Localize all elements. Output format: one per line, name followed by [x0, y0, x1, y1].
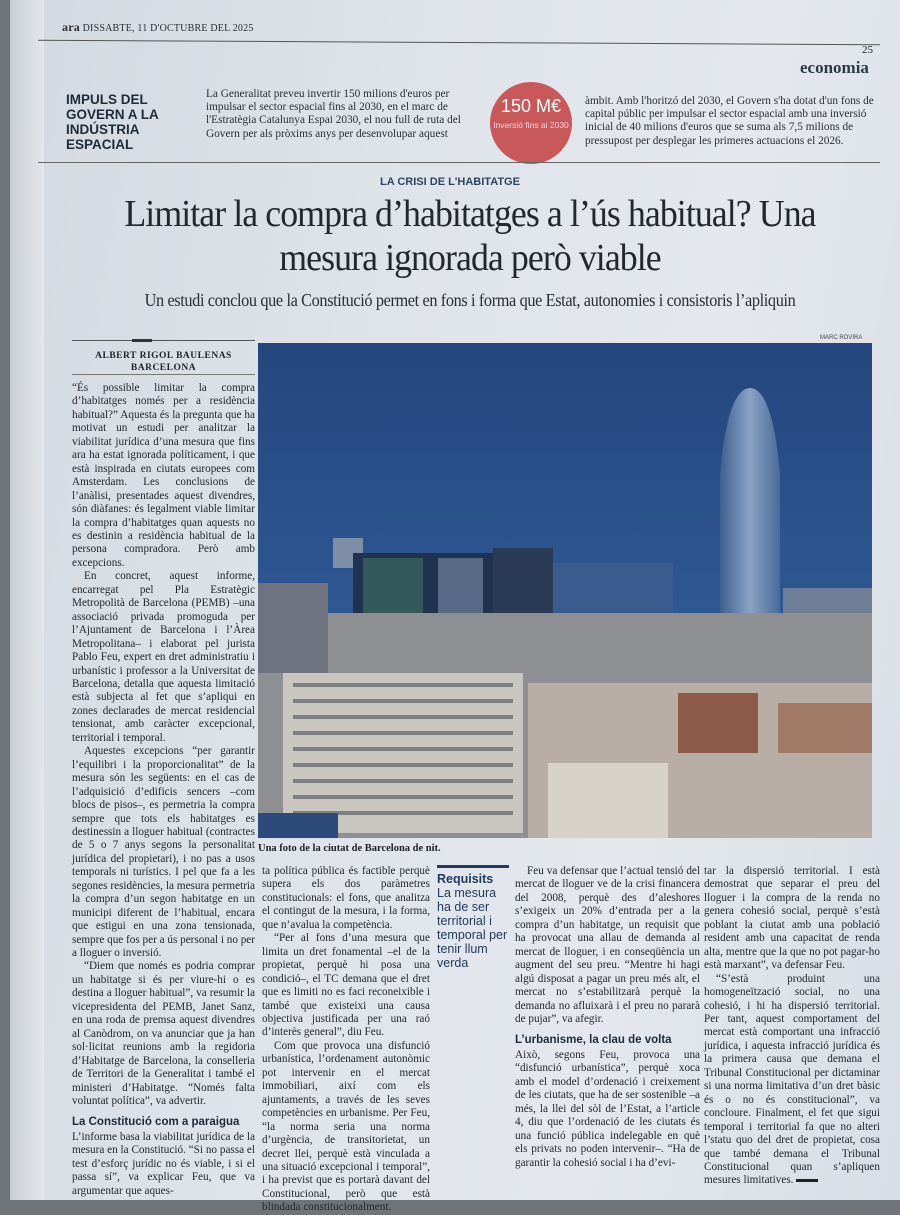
brief-figure: 150 M€ — [500, 96, 562, 116]
sidebar-title: Requisits — [437, 872, 494, 886]
author: ALBERT RIGOL BAULENAS — [95, 351, 232, 361]
sidebar-text: La mesura ha de ser territorial i temporal per tenir llum verda — [437, 886, 508, 970]
paragraph: “És possible limitar la compra d’habitatges només per a residència habitual?” Aquesta és la pregunta que ha motivat un estudi per analitzar la viabilitat jurídica d’una mesura que fins ara ha estat ignorada políticament, i que està inspirada en ciutats europees com Amsterdam. Les conclusions de l’anàlisi, presentades aquest divendres, són diàfanes: és legalment viable limitar la compra d’habitatges quan aquests no es destinin a residència habitual de la persona compradora. Però amb excepcions. — [72, 382, 255, 569]
paragraph — [704, 973, 880, 1188]
sidebar-rule — [437, 865, 509, 868]
photo-caption: Una foto de la ciutat de Barcelona de nit. — [258, 843, 441, 854]
article-column-2 — [262, 865, 430, 1214]
brief-title: IMPULS DEL GOVERN A LA INDÚSTRIA ESPACIAL — [66, 92, 159, 152]
paragraph: “Diem que només es podria comprar un habitatge si és per viure-hi o es destina a lloguer habitual”, va resumir la vicepresidenta del PEMB, Janet Sanz, en una roda de premsa aquest divendres al Canòdrom, on va anunciar que ja han sol·licitat reunions amb la regidoria d’Habitatge de Barcelona, la conselleria de Territori de la Generalitat i també el ministeri d’Habitatge. “Només falta voluntat política”, va advertir. — [72, 960, 255, 1108]
brief-figure-label: Inversió fins al 2030 — [493, 120, 569, 130]
subheading: L’urbanisme, la clau de volta — [515, 1034, 672, 1047]
article-column-4 — [704, 865, 880, 1187]
article-column-1 — [72, 382, 255, 1197]
article-column-3 — [515, 865, 700, 1169]
divider — [72, 340, 255, 341]
byline — [72, 350, 255, 374]
masthead — [62, 20, 254, 35]
end-mark — [796, 1179, 818, 1182]
headline: Limitar la compra d’habitatges a l’ús habitual? Una mesura ignorada però viable — [124, 193, 816, 279]
paragraph: tar la dispersió territorial. I està demostrat que separar el preu del lloguer i la compra de la renda no genera cohesió social, perquè s’està poblant la ciutat amb una població resident amb una capacitat de renda alta, mentre que la que no pot pagar-ho està marxant”, va defensar Feu. — [704, 865, 880, 972]
kicker: LA CRISI DE L'HABITATGE — [380, 176, 520, 188]
issue-date: DISSABTE, 11 D'OCTUBRE DEL 2025 — [82, 23, 254, 34]
location: BARCELONA — [130, 363, 197, 373]
paragraph: En concret, aquest informe, encarregat pel Pla Estratègic Metropolità de Barcelona (PEMB) –una associació privada promoguda per l’Ajuntament de Barcelona i l’Àrea Metropolitana– i elaborat pel jurista Pablo Feu, expert en dret administratiu i urbanístic i professor a la Universitat de Barcelona, detalla que aquesta limitació està subjecta al fet que s’apliqui en zones declarades de mercat residencial tensionat, amb caràcter excepcional, territorial i temporal. — [72, 570, 255, 744]
paragraph: ta política pública és factible perquè supera els dos paràmetres constitucionals: el fons, que analitza el contingut de la mesura, i la forma, que n’avalua la competència. — [262, 865, 430, 931]
paragraph-text: “S’està produint una homogeneïtzació social, no una cohesió, i hi ha dispersió territorial. Per tant, aquest comportament del mercat està comportant una infracció jurídica, i aquesta infracció jurídica és la primera causa que demana el Tribunal Constitucional per dictaminar si una norma limitativa d’un dret bàsic és o no és constitucional”, va concloure. Finalment, el fet que sigui temporal i territorial fa que no alteri l’statu quo del dret de propietat, cosa que també demana el Tribunal Constitucional quan s’apliquen mesures limitatives. — [704, 972, 880, 1187]
brief-text-1: La Generalitat preveu invertir 150 milions d'euros per impulsar el sector espacial fins al 2030, en el marc de l'Estratègia Catalunya Espai 2030, el nou full de ruta del Govern per als pròxims anys per desenvolupar aquest — [206, 88, 461, 140]
city-photo — [258, 343, 872, 838]
brief-text-2: àmbit. Amb l'horitzó del 2030, el Govern s'ha dotat d'un fons de capital públic per impulsar el sector espacial amb una inversió inicial de 40 milions d'euros que se suma als 7,5 milions de pressupost per desplegar les primeres actuacions el 2026. — [585, 95, 874, 147]
brief-figure-circle — [490, 82, 572, 164]
brand-logo: ara — [62, 20, 80, 34]
subheadline: Un estudi conclou que la Constitució permet en fons i forma que Estat, autonomies i consistoris l’apliquin — [144, 290, 796, 310]
paragraph: L’informe basa la viabilitat jurídica de la mesura en la Constitució. “Si no passa el test d’esforç jurídic no és viable, i si el passa sí”, va explicar Feu, que va argumentar que aques- — [72, 1130, 255, 1197]
divider — [38, 162, 880, 163]
paragraph: “Per al fons d’una mesura que limita un dret fonamental –el de la propietat, perquè hi posa una condició–, el TC demana que el dret que es limiti no es faci reconeixible i també que existeixi una causa objectiva justificada per una raó d’interès general”, diu Feu. — [262, 932, 430, 1039]
paragraph: Això, segons Feu, provoca una “disfunció urbanística”, perquè xoca amb el model d’ordenació i creixement de les ciutats, que ha de ser sostenible –a més, la llei del sòl de l’Estat, a l’article 4, diu que l’ordenació de les ciutats és una funció pública indelegable en què els privats no poden intervenir–. “Ha de garantir la cohesió social i ha d’evi- — [515, 1048, 700, 1169]
section-name: economia — [800, 58, 869, 77]
paragraph: Feu va defensar que l’actual tensió del mercat de lloguer ve de la crisi financera del 2008, perquè des d’aleshores s’exigeix un 20% d’entrada per a la compra d’un habitatge, un requisit que ha provocat una allau de demanda al mercat de lloguer, i en conseqüència un augment del seu preu. “Mentre hi hagi algú disposat a pagar un preu més alt, el mercat no s’estabilitzarà perquè la demanda no afluixarà i el preu no pararà de pujar”, va afegir. — [515, 865, 700, 1025]
sidebar-quote — [437, 865, 509, 970]
divider — [72, 374, 255, 375]
paragraph: Aquestes excepcions “per garantir l’equilibri i la proporcionalitat” de la mesura són les següents: en el cas de l’adquisició d’edificis sencers –com blocs de pisos–, es permetria la compra sempre que tots els habitatges es destinessin a lloguer habitual (contractes de 5 o 7 anys segons la personalitat jurídica del propietari), i no pas a usos temporals ni turístics. I pel que fa a les segones residències, la mesura permetria la compra d’un segon habitatge en un municipi diferent de l’habitual, encara que estigui en una zona tensionada, sempre que fos per a ús personal i no per a lloguer o inversió. — [72, 745, 255, 960]
page-number: 25 — [862, 44, 873, 56]
paragraph: Com que provoca una disfunció urbanística, l’ordenament autonòmic pot intervenir en el mercat immobiliari, així com els ajuntaments, a través de les seves competències en urbanisme. Per Feu, “la norma seria una norma d’urgència, de transitorietat, un decret llei, perquè està vinculada a una situació excepcional i temporal”, i ha previst que es portarà davant del Constitucional, però que està blindada constitucionalment. — [262, 1039, 430, 1214]
photo-credit: MARC ROVIRA — [820, 335, 863, 341]
subheading: La Constitució com a paraigua — [72, 1116, 240, 1129]
